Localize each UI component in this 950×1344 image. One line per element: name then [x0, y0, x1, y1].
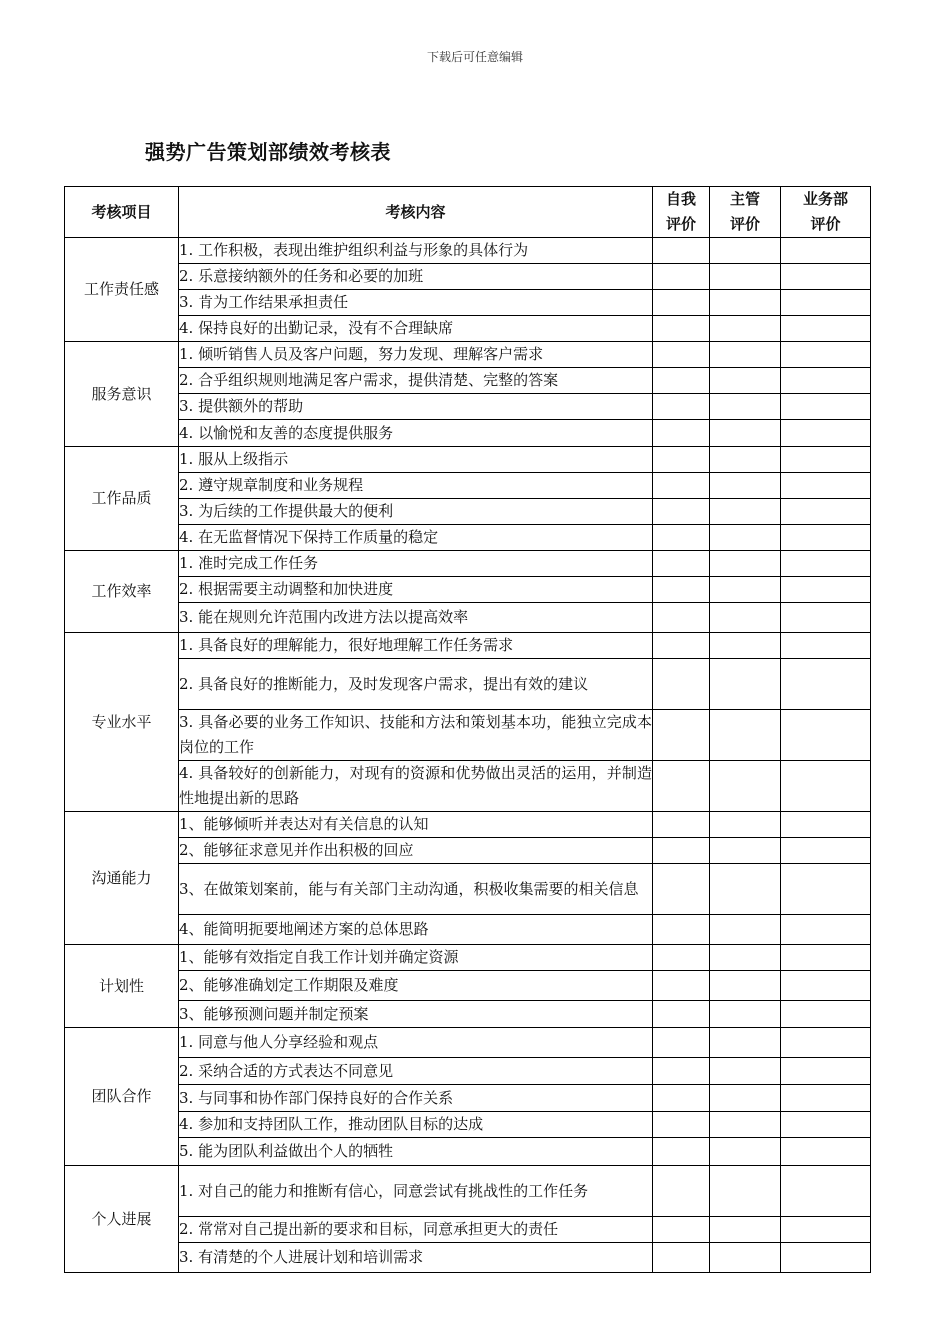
self-evaluation-cell[interactable] [653, 915, 710, 945]
category-cell: 专业水平 [65, 633, 179, 812]
self-evaluation-cell[interactable] [653, 864, 710, 915]
criterion-cell: 3. 有清楚的个人进展计划和培训需求 [179, 1243, 653, 1273]
criterion-cell: 3. 为后续的工作提供最大的便利 [179, 499, 653, 525]
department-evaluation-cell[interactable] [781, 971, 871, 1001]
table-row [65, 812, 871, 838]
department-evaluation-cell[interactable] [781, 499, 871, 525]
criterion-cell: 1. 对自己的能力和推断有信心，同意尝试有挑战性的工作任务 [179, 1166, 653, 1217]
supervisor-evaluation-cell[interactable] [710, 1085, 781, 1112]
header-category: 考核项目 [65, 187, 179, 238]
self-evaluation-cell[interactable] [653, 420, 710, 447]
department-evaluation-cell[interactable] [781, 290, 871, 316]
supervisor-evaluation-cell[interactable] [710, 577, 781, 603]
department-evaluation-cell[interactable] [781, 525, 871, 551]
category-cell: 沟通能力 [65, 812, 179, 945]
department-evaluation-cell[interactable] [781, 659, 871, 710]
self-evaluation-cell[interactable] [653, 525, 710, 551]
supervisor-evaluation-cell[interactable] [710, 342, 781, 368]
self-evaluation-cell[interactable] [653, 1166, 710, 1217]
table-header-row [65, 187, 871, 238]
table-row [65, 1085, 871, 1112]
criterion-cell: 3、在做策划案前，能与有关部门主动沟通，积极收集需要的相关信息 [179, 864, 653, 915]
supervisor-evaluation-cell[interactable] [710, 761, 781, 812]
department-evaluation-cell[interactable] [781, 603, 871, 633]
department-evaluation-cell[interactable] [781, 577, 871, 603]
table-row [65, 525, 871, 551]
criterion-cell: 2、能够准确划定工作期限及难度 [179, 971, 653, 1001]
page-header-note: 下载后可任意编辑 [426, 50, 523, 64]
supervisor-evaluation-cell[interactable] [710, 1112, 781, 1138]
criterion-cell: 2. 合乎组织规则地满足客户需求，提供清楚、完整的答案 [179, 368, 653, 394]
criterion-cell: 3. 提供额外的帮助 [179, 394, 653, 420]
supervisor-evaluation-cell[interactable] [710, 603, 781, 633]
category-cell: 团队合作 [65, 1028, 179, 1166]
table-row [65, 447, 871, 473]
criterion-cell: 2. 采纳合适的方式表达不同意见 [179, 1058, 653, 1085]
header-self-line2: 评价 [665, 215, 696, 233]
self-evaluation-cell[interactable] [653, 394, 710, 420]
header-self-evaluation [653, 187, 710, 238]
category-cell: 工作效率 [65, 551, 179, 633]
assessment-table [64, 186, 871, 1273]
table-row [65, 838, 871, 864]
self-evaluation-cell[interactable] [653, 1001, 710, 1028]
table-row [65, 971, 871, 1001]
criterion-cell: 3. 具备必要的业务工作知识、技能和方法和策划基本功，能独立完成本岗位的工作 [179, 710, 653, 761]
department-evaluation-cell[interactable] [781, 342, 871, 368]
criterion-cell: 3、能够预测问题并制定预案 [179, 1001, 653, 1028]
department-evaluation-cell[interactable] [781, 238, 871, 264]
supervisor-evaluation-cell[interactable] [710, 420, 781, 447]
department-evaluation-cell[interactable] [781, 1058, 871, 1085]
department-evaluation-cell[interactable] [781, 1166, 871, 1217]
self-evaluation-cell[interactable] [653, 264, 710, 290]
supervisor-evaluation-cell[interactable] [710, 1243, 781, 1273]
self-evaluation-cell[interactable] [653, 838, 710, 864]
supervisor-evaluation-cell[interactable] [710, 394, 781, 420]
table-row [65, 1217, 871, 1243]
self-evaluation-cell[interactable] [653, 1243, 710, 1273]
header-supervisor-evaluation [710, 187, 781, 238]
self-evaluation-cell[interactable] [653, 945, 710, 971]
table-row [65, 342, 871, 368]
supervisor-evaluation-cell[interactable] [710, 525, 781, 551]
table-row [65, 1001, 871, 1028]
self-evaluation-cell[interactable] [653, 710, 710, 761]
supervisor-evaluation-cell[interactable] [710, 316, 781, 342]
self-evaluation-cell[interactable] [653, 1138, 710, 1166]
table-row [65, 316, 871, 342]
supervisor-evaluation-cell[interactable] [710, 238, 781, 264]
table-row [65, 1058, 871, 1085]
criterion-cell: 2. 具备良好的推断能力，及时发现客户需求，提出有效的建议 [179, 659, 653, 710]
category-cell: 计划性 [65, 945, 179, 1028]
department-evaluation-cell[interactable] [781, 1085, 871, 1112]
self-evaluation-cell[interactable] [653, 1058, 710, 1085]
self-evaluation-cell[interactable] [653, 551, 710, 577]
criterion-cell: 1. 准时完成工作任务 [179, 551, 653, 577]
supervisor-evaluation-cell[interactable] [710, 838, 781, 864]
supervisor-evaluation-cell[interactable] [710, 659, 781, 710]
supervisor-evaluation-cell[interactable] [710, 1028, 781, 1058]
self-evaluation-cell[interactable] [653, 577, 710, 603]
table-row [65, 1243, 871, 1273]
criterion-cell: 2. 乐意接纳额外的任务和必要的加班 [179, 264, 653, 290]
department-evaluation-cell[interactable] [781, 368, 871, 394]
criterion-cell: 3. 肯为工作结果承担责任 [179, 290, 653, 316]
department-evaluation-cell[interactable] [781, 1243, 871, 1273]
self-evaluation-cell[interactable] [653, 1112, 710, 1138]
criterion-cell: 2. 常常对自己提出新的要求和目标，同意承担更大的责任 [179, 1217, 653, 1243]
supervisor-evaluation-cell[interactable] [710, 1058, 781, 1085]
criterion-cell: 1. 倾听销售人员及客户问题，努力发现、理解客户需求 [179, 342, 653, 368]
department-evaluation-cell[interactable] [781, 420, 871, 447]
criterion-cell: 2、能够征求意见并作出积极的回应 [179, 838, 653, 864]
category-cell: 工作责任感 [65, 238, 179, 342]
table-row [65, 290, 871, 316]
table-row [65, 761, 871, 812]
department-evaluation-cell[interactable] [781, 1217, 871, 1243]
table-row [65, 238, 871, 264]
department-evaluation-cell[interactable] [781, 761, 871, 812]
department-evaluation-cell[interactable] [781, 838, 871, 864]
supervisor-evaluation-cell[interactable] [710, 864, 781, 915]
criterion-cell: 4. 参加和支持团队工作，推动团队目标的达成 [179, 1112, 653, 1138]
supervisor-evaluation-cell[interactable] [710, 368, 781, 394]
supervisor-evaluation-cell[interactable] [710, 447, 781, 473]
table-row [65, 368, 871, 394]
criterion-cell: 2. 遵守规章制度和业务规程 [179, 473, 653, 499]
department-evaluation-cell[interactable] [781, 864, 871, 915]
header-content: 考核内容 [179, 187, 653, 238]
self-evaluation-cell[interactable] [653, 812, 710, 838]
table-row [65, 945, 871, 971]
table-row [65, 551, 871, 577]
criterion-cell: 1、能够有效指定自我工作计划并确定资源 [179, 945, 653, 971]
table-row [65, 1138, 871, 1166]
supervisor-evaluation-cell[interactable] [710, 971, 781, 1001]
self-evaluation-cell[interactable] [653, 368, 710, 394]
self-evaluation-cell[interactable] [653, 238, 710, 264]
self-evaluation-cell[interactable] [653, 290, 710, 316]
department-evaluation-cell[interactable] [781, 447, 871, 473]
supervisor-evaluation-cell[interactable] [710, 633, 781, 659]
criterion-cell: 5. 能为团队利益做出个人的牺牲 [179, 1138, 653, 1166]
self-evaluation-cell[interactable] [653, 316, 710, 342]
self-evaluation-cell[interactable] [653, 1085, 710, 1112]
criterion-cell: 4. 在无监督情况下保持工作质量的稳定 [179, 525, 653, 551]
supervisor-evaluation-cell[interactable] [710, 473, 781, 499]
table-row [65, 420, 871, 447]
table-row [65, 915, 871, 945]
supervisor-evaluation-cell[interactable] [710, 1001, 781, 1028]
table-row [65, 633, 871, 659]
self-evaluation-cell[interactable] [653, 603, 710, 633]
department-evaluation-cell[interactable] [781, 551, 871, 577]
criterion-cell: 4. 保持良好的出勤记录，没有不合理缺席 [179, 316, 653, 342]
table-row [65, 1028, 871, 1058]
department-evaluation-cell[interactable] [781, 1112, 871, 1138]
header-supervisor-line1: 主管 [729, 190, 760, 208]
criterion-cell: 3. 与同事和协作部门保持良好的合作关系 [179, 1085, 653, 1112]
supervisor-evaluation-cell[interactable] [710, 945, 781, 971]
criterion-cell: 2. 根据需要主动调整和加快进度 [179, 577, 653, 603]
supervisor-evaluation-cell[interactable] [710, 264, 781, 290]
table-row [65, 1166, 871, 1217]
table-row [65, 603, 871, 633]
header-department-line1: 业务部 [802, 190, 848, 208]
table-row [65, 710, 871, 761]
self-evaluation-cell[interactable] [653, 499, 710, 525]
criterion-cell: 1、能够倾听并表达对有关信息的认知 [179, 812, 653, 838]
supervisor-evaluation-cell[interactable] [710, 551, 781, 577]
table-row [65, 473, 871, 499]
header-department-evaluation [781, 187, 871, 238]
header-department-line2: 评价 [810, 215, 841, 233]
criterion-cell: 4、能简明扼要地阐述方案的总体思路 [179, 915, 653, 945]
department-evaluation-cell[interactable] [781, 264, 871, 290]
department-evaluation-cell[interactable] [781, 1028, 871, 1058]
department-evaluation-cell[interactable] [781, 945, 871, 971]
self-evaluation-cell[interactable] [653, 447, 710, 473]
table-row [65, 499, 871, 525]
department-evaluation-cell[interactable] [781, 812, 871, 838]
self-evaluation-cell[interactable] [653, 342, 710, 368]
criterion-cell: 1. 工作积极，表现出维护组织利益与形象的具体行为 [179, 238, 653, 264]
department-evaluation-cell[interactable] [781, 633, 871, 659]
criterion-cell: 1. 具备良好的理解能力，很好地理解工作任务需求 [179, 633, 653, 659]
category-cell: 个人进展 [65, 1166, 179, 1273]
supervisor-evaluation-cell[interactable] [710, 1138, 781, 1166]
criterion-cell: 1. 服从上级指示 [179, 447, 653, 473]
self-evaluation-cell[interactable] [653, 971, 710, 1001]
criterion-cell: 4. 以愉悦和友善的态度提供服务 [179, 420, 653, 447]
supervisor-evaluation-cell[interactable] [710, 290, 781, 316]
criterion-cell: 3. 能在规则允许范围内改进方法以提高效率 [179, 603, 653, 633]
header-supervisor-line2: 评价 [729, 215, 760, 233]
table-body [65, 238, 871, 1273]
document-title: 强势广告策划部绩效考核表 [145, 140, 391, 164]
department-evaluation-cell[interactable] [781, 915, 871, 945]
supervisor-evaluation-cell[interactable] [710, 499, 781, 525]
table-row [65, 264, 871, 290]
department-evaluation-cell[interactable] [781, 316, 871, 342]
table-row [65, 577, 871, 603]
department-evaluation-cell[interactable] [781, 473, 871, 499]
table-row [65, 394, 871, 420]
criterion-cell: 4. 具备较好的创新能力，对现有的资源和优势做出灵活的运用，并制造性地提出新的思路 [179, 761, 653, 812]
department-evaluation-cell[interactable] [781, 1001, 871, 1028]
department-evaluation-cell[interactable] [781, 394, 871, 420]
table-row [65, 864, 871, 915]
self-evaluation-cell[interactable] [653, 1028, 710, 1058]
department-evaluation-cell[interactable] [781, 1138, 871, 1166]
self-evaluation-cell[interactable] [653, 473, 710, 499]
supervisor-evaluation-cell[interactable] [710, 915, 781, 945]
supervisor-evaluation-cell[interactable] [710, 1217, 781, 1243]
category-cell: 工作品质 [65, 447, 179, 551]
self-evaluation-cell[interactable] [653, 633, 710, 659]
supervisor-evaluation-cell[interactable] [710, 710, 781, 761]
criterion-cell: 1. 同意与他人分享经验和观点 [179, 1028, 653, 1058]
supervisor-evaluation-cell[interactable] [710, 1166, 781, 1217]
category-cell: 服务意识 [65, 342, 179, 447]
supervisor-evaluation-cell[interactable] [710, 812, 781, 838]
table-row [65, 1112, 871, 1138]
header-self-line1: 自我 [665, 190, 696, 208]
self-evaluation-cell[interactable] [653, 659, 710, 710]
department-evaluation-cell[interactable] [781, 710, 871, 761]
self-evaluation-cell[interactable] [653, 1217, 710, 1243]
table-row [65, 659, 871, 710]
self-evaluation-cell[interactable] [653, 761, 710, 812]
